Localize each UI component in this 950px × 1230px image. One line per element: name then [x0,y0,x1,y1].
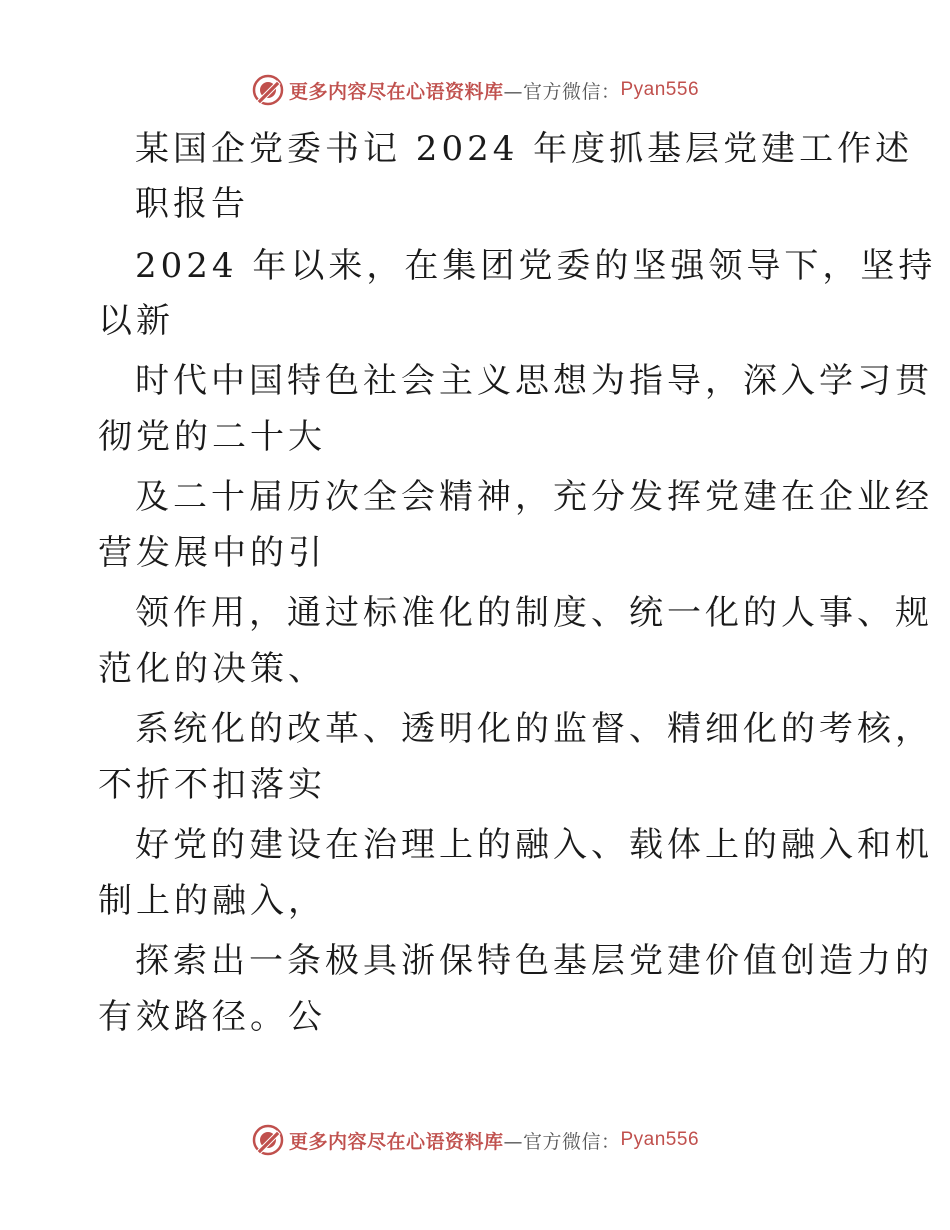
pen-logo-icon [251,1123,285,1157]
paragraph-line: 系统化的改革、透明化的监督、精细化的考核， [135,709,933,749]
watermark-wechat-label: —官方微信： [503,1130,621,1153]
footer-watermark [0,1120,950,1160]
paragraph-line: 领作用，通过标准化的制度、统一化的人事、规 [135,593,933,633]
watermark-wechat-id: Pyan556 [620,79,700,100]
watermark-wechat-label: —官方微信： [503,80,621,103]
watermark-text: 更多内容尽在心语资料库 [288,1130,504,1153]
paragraph-line: 不折不扣落实 [98,765,326,805]
pen-logo-icon [251,73,285,107]
paragraph-line: 时代中国特色社会主义思想为指导，深入学习贯 [135,361,933,401]
paragraph-line: 及二十届历次全会精神，充分发挥党建在企业经 [135,477,933,517]
paragraph-line: 制上的融入， [98,881,326,921]
header-watermark [0,70,950,110]
watermark-text: 更多内容尽在心语资料库 [288,80,504,103]
watermark-wechat-id: Pyan556 [620,1129,700,1150]
paragraph-line: 好党的建设在治理上的融入、载体上的融入和机 [135,825,933,865]
paragraph-line: 彻党的二十大 [98,417,326,457]
paragraph-line: 营发展中的引 [98,533,326,573]
paragraph-line: 有效路径。公 [98,997,326,1037]
paragraph-line: 以新 [98,301,174,341]
paragraph-line: 范化的决策、 [98,649,326,689]
paragraph-line: 探索出一条极具浙保特色基层党建价值创造力的 [135,941,933,981]
paragraph-line: 2024 年以来，在集团党委的坚强领导下，坚持 [135,246,937,286]
title-line: 某国企党委书记 2024 年度抓基层党建工作述 [135,129,914,169]
title-line: 职报告 [135,184,249,224]
